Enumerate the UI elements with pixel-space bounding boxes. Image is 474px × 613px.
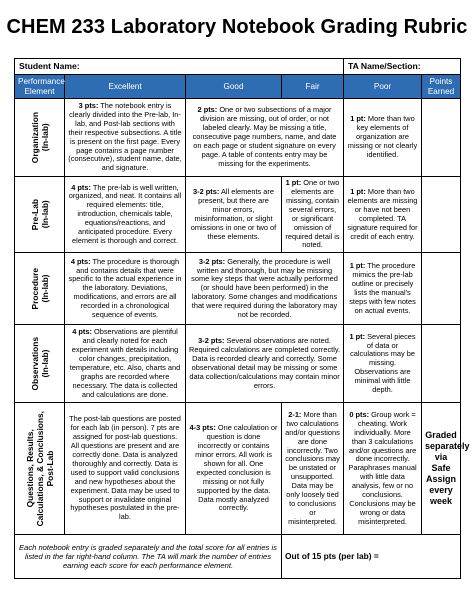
- excellent-cell: 4 pts: The pre-lab is well written, organized, and neat. It contains all required elements: title, introduction, chemicals table, equations/reactions, and anticipated procedure. Every element is thorough and correct.: [65, 177, 186, 253]
- good-cell: 3-2 pts: All elements are present, but there are minor errors, misinformation, or slight omissions in one or two of these elements.: [186, 177, 282, 253]
- good-cell: 3-2 pts: Several observations are noted. Required calculations are completed correctly. Data is recorded clearly and correctly. Some observational detail may be missing or some data collection/calculations may contain minor errors.: [186, 325, 344, 403]
- row-label: Questions, Results, Calculations, & Conclusions, Post-Lab: [15, 403, 65, 535]
- fair-cell: 1 pt: One or two elements are missing, contain several errors, or significant omission of required detail is noted.: [282, 177, 344, 253]
- page-title: CHEM 233 Laboratory Notebook Grading Rubric: [6, 16, 468, 38]
- row-procedure: [15, 253, 461, 325]
- row-observations: [15, 325, 461, 403]
- header-fair: Fair: [282, 74, 344, 98]
- row-label: Observations (In-lab): [15, 325, 65, 403]
- footer-note: Each notebook entry is graded separately and the total score for all entries is listed in the far right-hand column. The TA will mark the number of entries earning each score for each performance element.: [15, 535, 282, 579]
- points-cell[interactable]: [422, 253, 461, 325]
- header-poor: Poor: [344, 74, 422, 98]
- header-excellent: Excellent: [65, 74, 186, 98]
- poor-cell: 1 pt: More than two elements are missing or have not been completed. TA signature required for credit of each entry.: [344, 177, 422, 253]
- points-cell[interactable]: [422, 325, 461, 403]
- ta-name-field[interactable]: TA Name/Section:: [344, 59, 461, 75]
- excellent-cell: The post-lab questions are posted for each lab (in person). 7 pts are assigned for post-lab questions. All questions are present and are correctly done. Data is analyzed thoroughly and correctly. Data is used to support valid conclusions and new hypotheses about the experiment. Data may be used to support or invalidate original hypotheses postulated in the pre-lab.: [65, 403, 186, 535]
- row-postlab: [15, 403, 461, 535]
- poor-cell: 1 pt: Several pieces of data or calculations may be missing. Observations are minimal with little depth.: [344, 325, 422, 403]
- poor-cell: 0 pts: Group work = cheating. Work individually. More than 3 calculations and/or questions are done incorrectly. Paraphrases manual with little data analysis, few or no conclusions. Conclusions may be wrong or data misinterpreted.: [344, 403, 422, 535]
- poor-cell: 1 pt: The procedure mimics the pre-lab outline or precisely lists the manual's steps with few notes on actual events.: [344, 253, 422, 325]
- poor-cell: 1 pt: More than two key elements of organization are missing or not clearly identified.: [344, 99, 422, 177]
- excellent-cell: 4 pts: The procedure is thorough and contains details that were specific to the actual experience in the laboratory. Deviations, modifications, and errors are all recorded in a chronological sequence of events.: [65, 253, 186, 325]
- good-cell: 4-3 pts: One calculation or question is done incorrectly or contains minor errors. All work is shown for all. One expected conclusion is missing or not fully supported by the data. Data mostly analyzed correctly.: [186, 403, 282, 535]
- excellent-cell: 4 pts: Observations are plentiful and clearly noted for each experiment with details including color changes, precipitation, temperature, etc. Also, charts and graphs are recorded where necessary. The data is collected and calculations are done.: [65, 325, 186, 403]
- good-cell: 2 pts: One or two subsections of a major division are missing, out of order, or not labeled clearly. May be missing a title, consecutive page numbers, name, and date on each page or student signature on every page. A table of contents entry may be missing for the experiments.: [186, 99, 344, 177]
- rubric-table: [14, 58, 470, 579]
- points-cell: Graded separately via Safe Assign every week: [422, 403, 461, 535]
- footer-row: [15, 535, 461, 579]
- fair-cell: 2-1: More than two calculations and/or questions are done incorrectly. Two conclusions may be unstated or unsupported. Data may be only loosely tied to conclusions or misinterpreted.: [282, 403, 344, 535]
- total-score-field[interactable]: Out of 15 pts (per lab) =: [282, 535, 461, 579]
- good-cell: 3-2 pts: Generally, the procedure is well written and thorough, but may be missing some key steps that were actually performed (or should have been performed) in the laboratory. Some changes and modifications that were required during the laboratory may not be recorded.: [186, 253, 344, 325]
- row-organization: [15, 99, 461, 177]
- points-cell[interactable]: [422, 99, 461, 177]
- row-label: Organization (In-lab): [15, 99, 65, 177]
- student-name-field[interactable]: Student Name:: [15, 59, 344, 75]
- excellent-cell: 3 pts: The notebook entry is clearly divided into the Pre-lab, In-lab, and Post-lab sections with their respective subsections. A title is present on the first page. Every page contains a page number (consecutive), student name, date, and signature.: [65, 99, 186, 177]
- row-label: Pre-Lab (In-lab): [15, 177, 65, 253]
- points-cell[interactable]: [422, 177, 461, 253]
- header-points: Points Earned: [422, 74, 461, 98]
- header-performance: Performance Element: [15, 74, 65, 98]
- row-prelab: [15, 177, 461, 253]
- header-good: Good: [186, 74, 282, 98]
- row-label: Procedure (In-lab): [15, 253, 65, 325]
